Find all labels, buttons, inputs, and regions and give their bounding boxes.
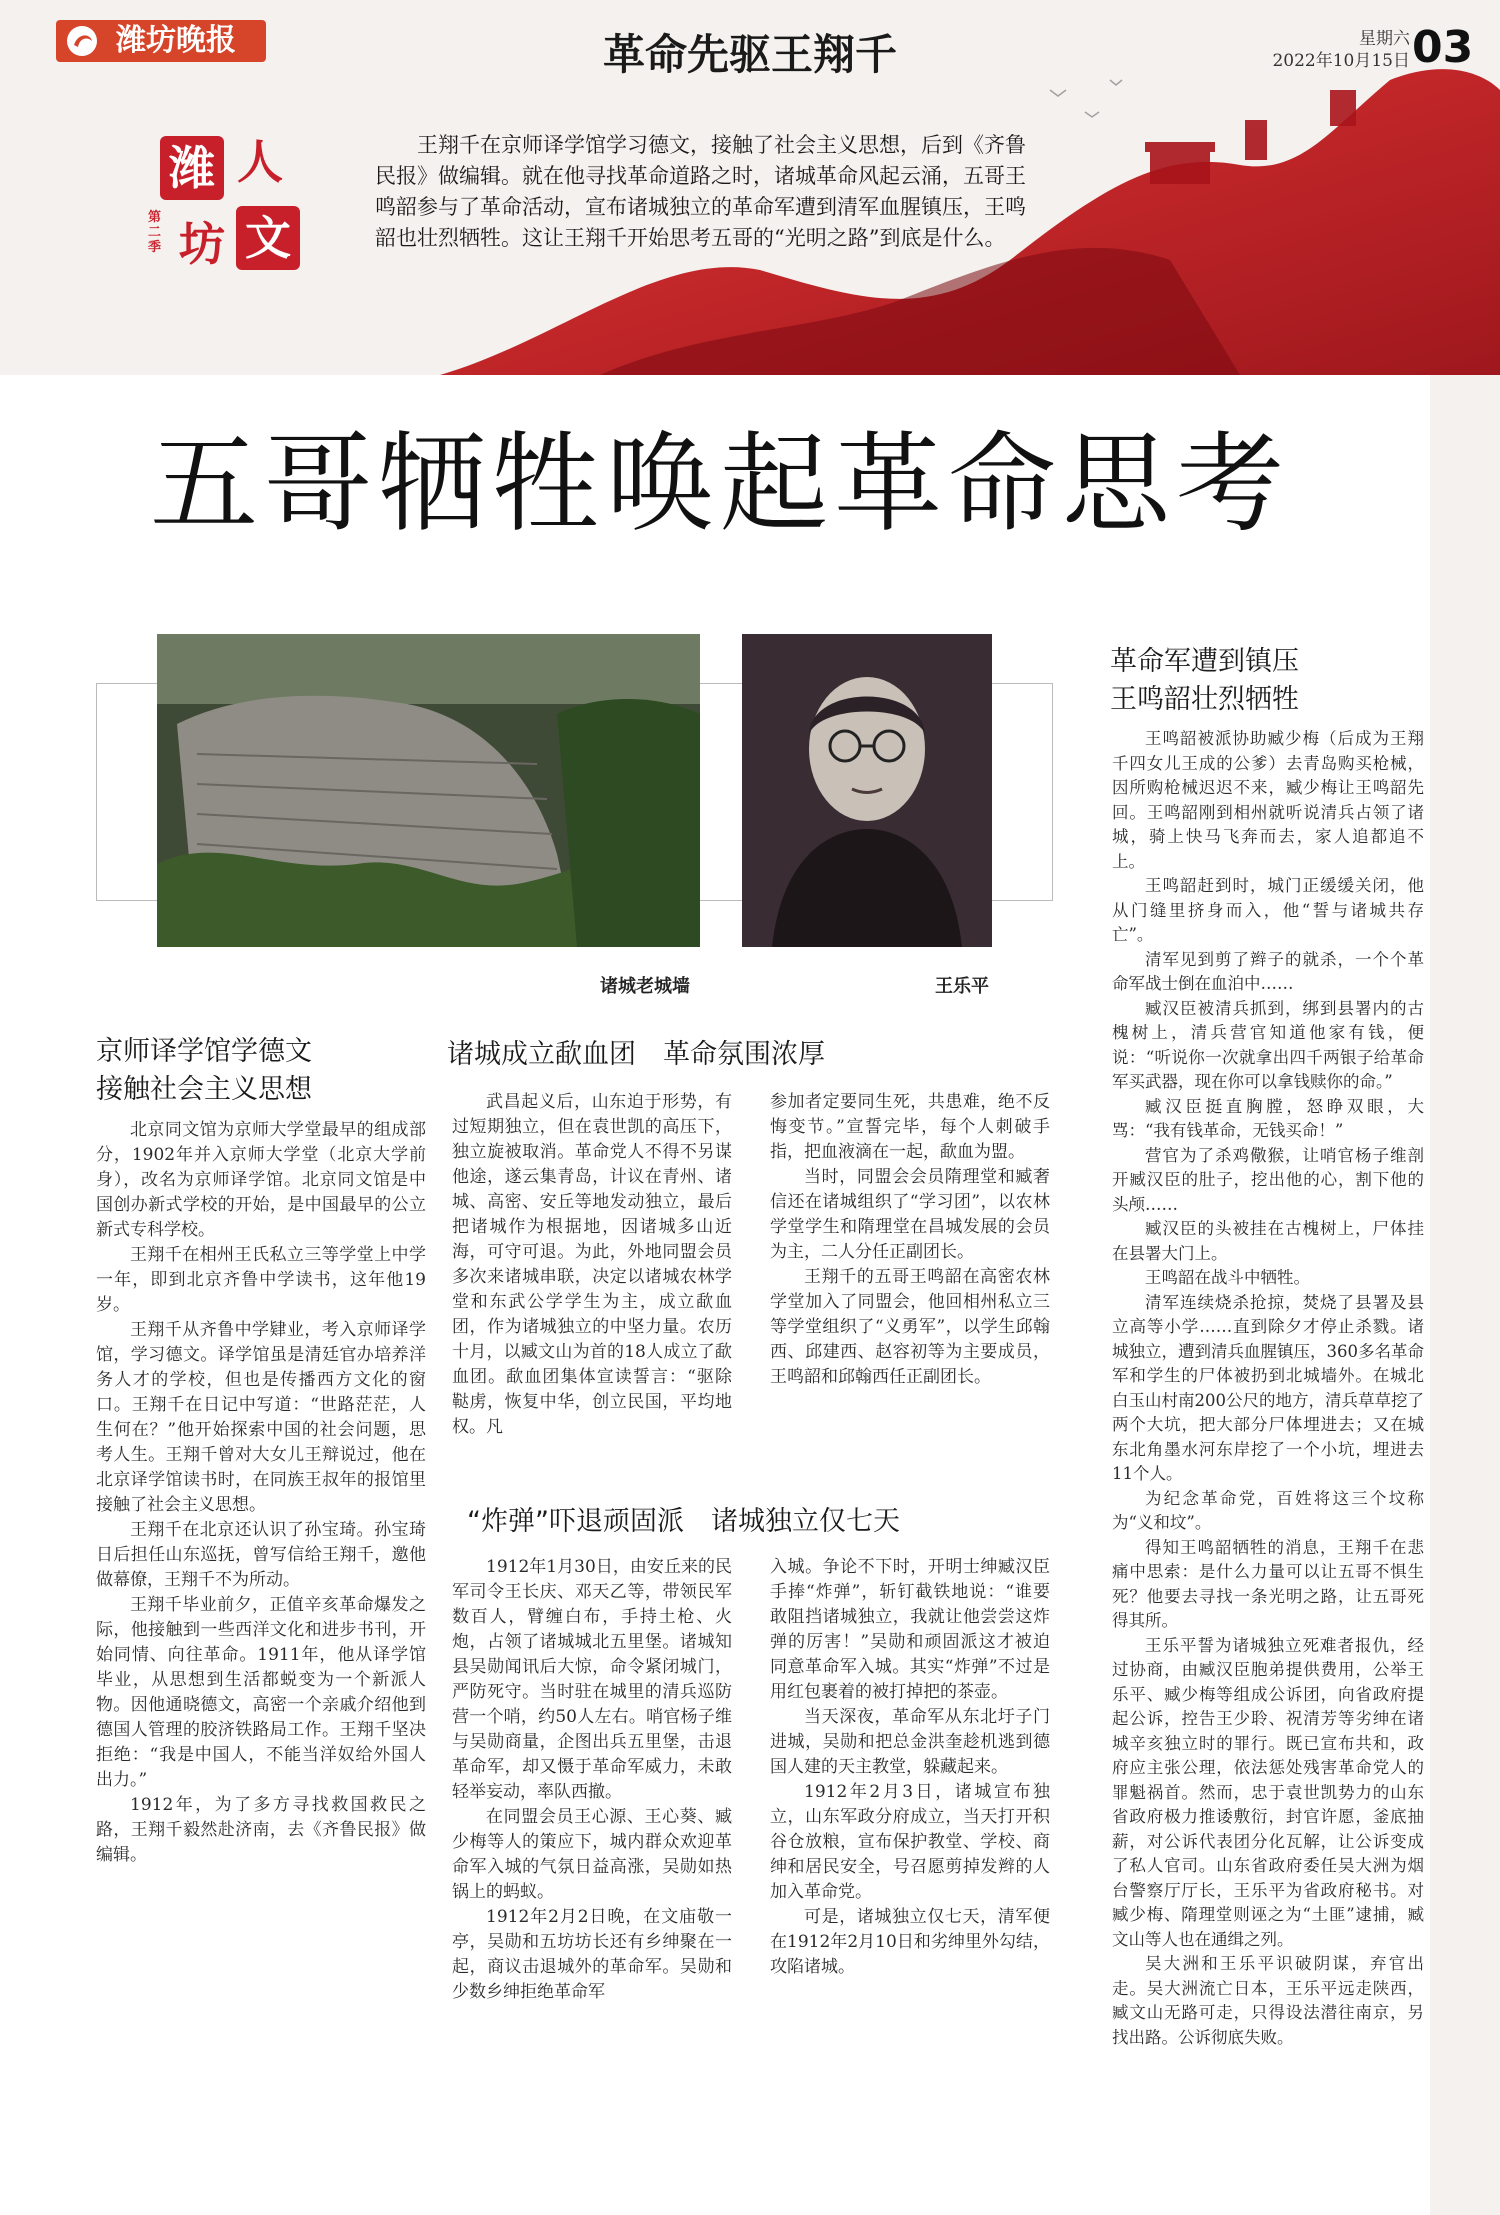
season-label: 第二季	[148, 210, 162, 255]
section4-body	[1112, 727, 1424, 2050]
section1-title-line: 接触社会主义思想	[96, 1074, 312, 1105]
paragraph: 得知王鸣韶牺牲的消息，王翔千在悲痛中思索：是什么力量可以让五哥不惧生死？他要去寻找一条光明之路，让五哥死得其所。	[1112, 1537, 1424, 1630]
paragraph: 吴大洲和王乐平识破阴谋，弃官出走。吴大洲流亡日本，王乐平远走陕西，臧文山无路可走，只得设法潜往南京，另找出路。公诉彻底失败。	[1112, 1954, 1424, 2047]
paragraph: 王乐平誓为诸城独立死难者报仇，经过协商，由臧汉臣胞弟提供费用，公举王乐平、臧少梅等组成公诉团，向省政府提起公诉，控告王少聆、祝清芳等劣绅在诸城辛亥独立时的罪行。既已宣布共和，政府应主张公理，依法惩处残害革命党人的罪魁祸首。然而，忠于袁世凯势力的山东省政府极力推诿敷衍，封官许愿，釜底抽薪，对公诉代表团分化瓦解，让公诉变成了私人官司。山东省政府委任吴大洲为烟台警察厅厅长，王乐平为省政府秘书。对臧少梅、隋理堂则诬之为“土匪”逮捕，臧文山等人也在通缉之列。	[1112, 1635, 1424, 1949]
seal-char: 潍	[160, 136, 224, 200]
paragraph: 参加者定要同生死，共患难，绝不反悔变节。”宣誓完毕，每个人刺破手指，把血液滴在一起，歃血为盟。	[770, 1092, 1050, 1162]
wang-leping-portrait	[742, 634, 992, 947]
section1-title	[96, 1033, 446, 1109]
section1-body	[96, 1118, 426, 1868]
logo-swirl-icon	[66, 25, 98, 57]
paragraph: 在同盟会员王心源、王心葵、臧少梅等人的策应下，城内群众欢迎革命军入城的气氛日益高涨，吴勋如热锅上的蚂蚁。	[452, 1807, 732, 1902]
date-block	[1230, 28, 1410, 72]
portrait-caption: 王乐平	[935, 976, 989, 997]
page-number: 03	[1412, 22, 1474, 73]
paragraph: 臧汉臣挺直胸膛，怒睁双眼，大骂：“我有钱革命，无钱买命！”	[1112, 1096, 1424, 1140]
weekday: 星期六	[1359, 29, 1410, 49]
newspaper-logo	[56, 20, 266, 62]
paragraph: 入城。争论不下时，开明士绅臧汉臣手捧“炸弹”，斩钉截铁地说：“谁要敢阻挡诸城独立，我就让他尝尝这炸弹的厉害！”吴勋和顽固派这才被迫同意革命军入城。其实“炸弹”不过是用红包裹着的被打掉把的茶壶。	[770, 1557, 1050, 1702]
seal-char: 文	[236, 206, 300, 270]
headline: 五哥牺牲唤起革命思考	[150, 422, 1291, 547]
paragraph: 王鸣韶赶到时，城门正缓缓关闭，他从门缝里挤身而入，他“誓与诸城共存亡”。	[1112, 876, 1424, 944]
paragraph: 王翔千从齐鲁中学肄业，考入京师译学馆，学习德文。译学馆虽是清廷官办培养洋务人才的学校，但也是传播西方文化的窗口。王翔千在日记中写道：“世路茫茫，人生何在？”他开始探索中国的社会问题，思考人生。王翔千曾对大女儿王辩说过，他在北京译学馆读书时，在同族王叔年的报馆里接触了社会主义思想。	[96, 1320, 426, 1515]
section1-title-line: 京师译学馆学德文	[96, 1036, 312, 1067]
seal-char: 人	[237, 135, 283, 189]
paragraph: 王鸣韶被派协助臧少梅（后成为王翔千四女儿王成的公爹）去青岛购买枪械，因所购枪械迟迟不来，臧少梅让王鸣韶先回。王鸣韶刚到相州就听说清兵占领了诸城，骑上快马飞奔而去，家人追都追不上。	[1112, 729, 1424, 871]
paragraph: 1912年2月2日晚，在文庙敬一亭，吴勋和五坊坊长还有乡绅聚在一起，商议击退城外的革命军。吴勋和少数乡绅拒绝革命军	[452, 1907, 732, 2002]
paragraph: 清军见到剪了辫子的就杀，一个个革命军战士倒在血泊中……	[1112, 949, 1424, 993]
section2-title: 诸城成立歃血团 革命氛围浓厚	[447, 1039, 825, 1070]
section4-title	[1110, 643, 1410, 719]
paragraph: 1912年1月30日，由安丘来的民军司令王长庆、邓天乙等，带领民军数百人，臂缠白布，手持土枪、火炮，占领了诸城城北五里堡。诸城知县吴勋闻讯后大惊，命令紧闭城门，严防死守。当时驻在城里的清兵巡防营一个哨，约50人左右。哨官杨子维与吴勋商量，企图出兵五里堡，击退革命军，却又慑于革命军威力，未敢轻举妄动，率队西撤。	[452, 1557, 732, 1802]
wall-image	[157, 634, 700, 947]
page-heading: 革命先驱王翔千	[602, 30, 897, 79]
paragraph: 王翔千在相州王氏私立三等学堂上中学一年，即到北京齐鲁中学读书，这年他19岁。	[96, 1245, 426, 1315]
seal-char: 坊	[179, 217, 225, 271]
paragraph: 王翔千毕业前夕，正值辛亥革命爆发之际，他接触到一些西洋文化和进步书刊，开始同情、向往革命。1911年，他从译学馆毕业，从思想到生活都蜕变为一个新派人物。因他通晓德文，高密一个亲戚介绍他到德国人管理的胶济铁路局工作。王翔千坚决拒绝：“我是中国人，不能当洋奴给外国人出力。”	[96, 1595, 426, 1790]
intro-paragraph: 王翔千在京师译学馆学习德文，接触了社会主义思想，后到《齐鲁民报》做编辑。就在他寻找革命道路之时，诸城革命风起云涌，五哥王鸣韶参与了革命活动，宣布诸城独立的革命军遭到清军血腥镇压，王鸣韶也壮烈牺牲。这让王翔千开始思考五哥的“光明之路”到底是什么。	[375, 133, 1026, 250]
paragraph: 当时，同盟会会员隋理堂和臧奢信还在诸城组织了“学习团”，以农林学堂学生和隋理堂在昌城发展的会员为主，二人分任正副团长。	[770, 1167, 1050, 1262]
old-city-wall-photo	[157, 634, 700, 947]
column-seal	[140, 130, 330, 300]
logo-text: 潍坊晚报	[116, 23, 236, 58]
paragraph: 臧汉臣被清兵抓到，绑到县署内的古槐树上，清兵营官知道他家有钱，便说：“听说你一次就拿出四千两银子给革命军买武器，现在你可以拿钱赎你的命。”	[1112, 998, 1424, 1091]
paragraph: 1912年，为了多方寻找救国救民之路，王翔千毅然赴济南，去《齐鲁民报》做编辑。	[96, 1795, 426, 1865]
paragraph: 清军连续烧杀抢掠，焚烧了县署及县立高等小学……直到除夕才停止杀戮。诸城独立，遭到清兵血腥镇压，360多名革命军和学生的尸体被扔到北城墙外。在城北白玉山村南200公尺的地方，清兵草草挖了两个大坑，把大部分尸体埋进去；又在城东北角墨水河东岸挖了一个小坑，埋进去11个人。	[1112, 1292, 1424, 1483]
portrait-image	[742, 634, 992, 947]
section3-right-column	[770, 1555, 1050, 1980]
paragraph: 臧汉臣的头被挂在古槐树上，尸体挂在县署大门上。	[1112, 1219, 1424, 1263]
paragraph: 1912年2月3日，诸城宣布独立，山东军政分府成立，当天打开积谷仓放粮，宣布保护教堂、学校、商绅和居民安全，号召愿剪掉发辫的人加入革命党。	[770, 1782, 1050, 1902]
section3-left-column	[452, 1555, 732, 2005]
paragraph: 王翔千在北京还认识了孙宝琦。孙宝琦日后担任山东巡抚，曾写信给王翔千，邀他做幕僚，王翔千不为所动。	[96, 1520, 426, 1590]
paragraph: 武昌起义后，山东迫于形势，有过短期独立，但在袁世凯的高压下，独立旋被取消。革命党人不得不另谋他途，遂云集青岛，计议在青州、诸城、高密、安丘等地发动独立，最后把诸城作为根据地，因诸城多山近海，可守可退。为此，外地同盟会员多次来诸城串联，决定以诸城农林学堂和东武公学学生为主，成立歃血团，作为诸城独立的中坚力量。农历十月，以臧文山为首的18人成立了歃血团。歃血团集体宣读誓言：“驱除鞑虏，恢复中华，创立民国，平均地权。凡	[452, 1092, 732, 1437]
date: 2022年10月15日	[1272, 51, 1410, 71]
section3-title: “炸弹”吓退顽固派 诸城独立仅七天	[467, 1506, 900, 1537]
section2-left-column	[452, 1090, 732, 1440]
section2-right-column	[770, 1090, 1050, 1390]
paragraph: 王翔千的五哥王鸣韶在高密农林学堂加入了同盟会，他回相州私立三等学堂组织了“义勇军”，以学生邱翰西、邱建西、赵容初等为主要成员，王鸣韶和邱翰西任正副团长。	[770, 1267, 1050, 1387]
wall-caption: 诸城老城墙	[600, 976, 690, 997]
paragraph: 营官为了杀鸡儆猴，让哨官杨子维剖开臧汉臣的肚子，挖出他的心，割下他的头颅……	[1112, 1145, 1424, 1214]
paragraph: 北京同文馆为京师大学堂最早的组成部分，1902年并入京师大学堂（北京大学前身），改名为京师译学馆。北京同文馆是中国创办新式学校的开始，是中国最早的公立新式专科学校。	[96, 1120, 426, 1240]
paragraph: 王鸣韶在战斗中牺牲。	[1145, 1268, 1310, 1287]
paragraph: 可是，诸城独立仅七天，清军便在1912年2月10日和劣绅里外勾结，攻陷诸城。	[770, 1907, 1050, 1977]
paragraph: 为纪念革命党，百姓将这三个坟称为“义和坟”。	[1112, 1488, 1424, 1532]
section4-title-line: 革命军遭到镇压	[1110, 646, 1299, 677]
section4-title-line: 王鸣韶壮烈牺牲	[1110, 684, 1299, 715]
paragraph: 当天深夜，革命军从东北圩子门进城，吴勋和把总金洪奎趁机逃到德国人建的天主教堂，躲藏起来。	[770, 1707, 1050, 1777]
